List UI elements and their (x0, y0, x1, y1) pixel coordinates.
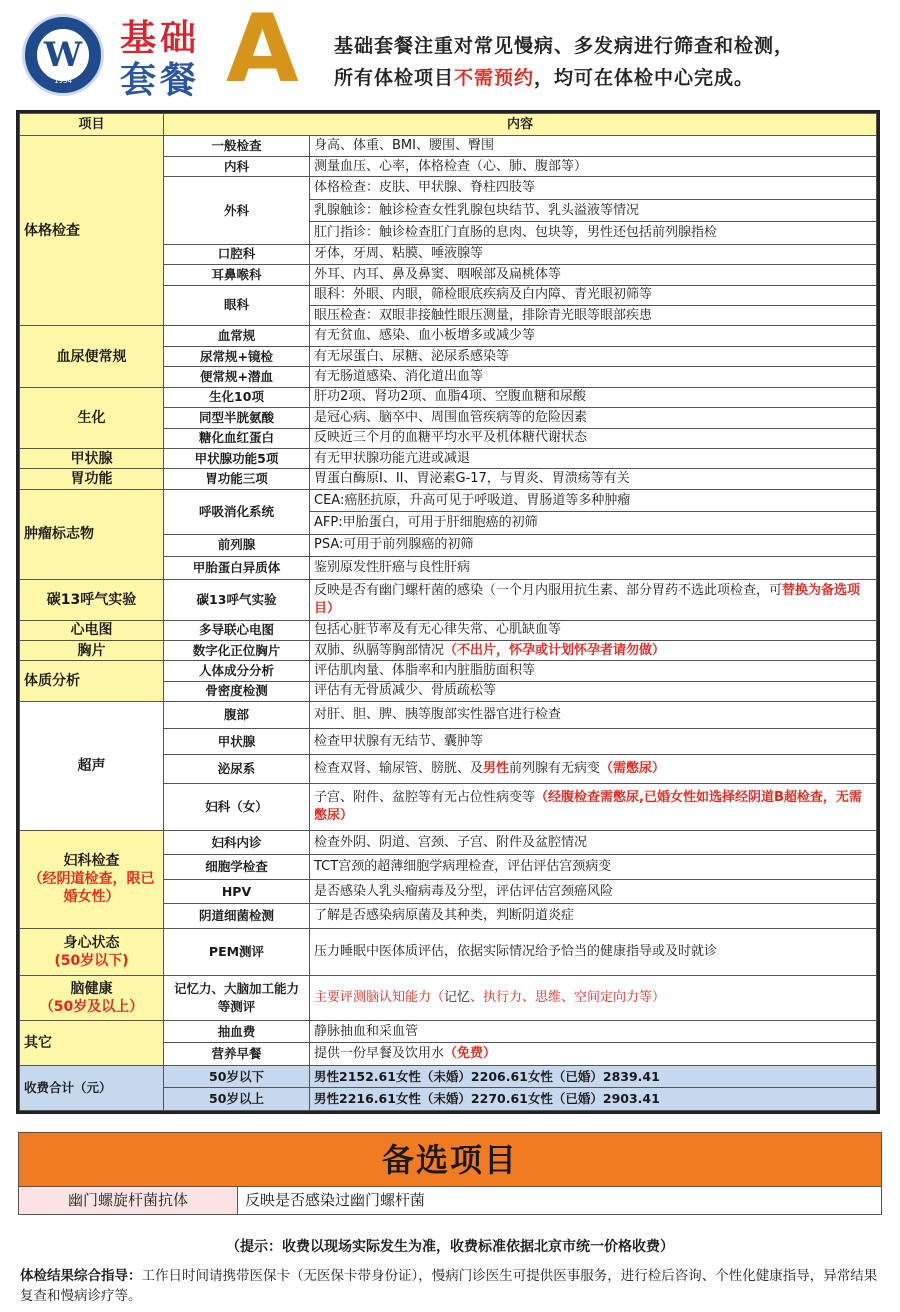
category-xiongpian: 胸片 (20, 640, 164, 660)
item-content: 包括心脏节率及有无心律失常、心肌缺血等 (310, 620, 877, 640)
alternative-title: 备选项目 (18, 1132, 882, 1187)
item-content: 牙体，牙周、粘膜、唾液腺等 (310, 244, 877, 264)
item-label: 营养早餐 (164, 1043, 310, 1065)
item-content: 有无甲状腺功能亢进或减退 (310, 448, 877, 468)
category-fuke (20, 830, 164, 928)
item-content: 眼科：外眼、内眼，筛检眼底疾病及白内障、青光眼初筛等 (310, 285, 877, 305)
item-label: 糖化血红蛋白 (164, 428, 310, 448)
package-table (19, 113, 877, 1111)
table-row (20, 136, 877, 156)
fee-age-label: 50岁以上 (164, 1088, 310, 1111)
col-header-item: 项目 (20, 114, 164, 136)
content-text: 记忆 (444, 989, 471, 1005)
content-text: 提供一份早餐及饮用水 (314, 1046, 445, 1062)
item-content: 反映近三个月的血糖平均水平及机体糖代谢状态 (310, 428, 877, 448)
item-label: 尿常规+镜检 (164, 346, 310, 366)
intro-line1: 基础套餐注重对常见慢病、多发病进行筛查和检测， (334, 35, 795, 57)
item-label: 骨密度检测 (164, 681, 310, 701)
package-table-wrapper (16, 110, 880, 1114)
item-label: 妇科内诊 (164, 830, 310, 855)
table-row (20, 928, 877, 975)
category-shenghua: 生化 (20, 387, 164, 448)
item-label: 胃功能三项 (164, 469, 310, 489)
item-content (310, 755, 877, 784)
item-label: 口腔科 (164, 244, 310, 264)
item-content: 评估肌肉量、体脂率和内脏脂肪面积等 (310, 661, 877, 681)
content-note-red: （需憋尿） (600, 761, 666, 777)
item-content: 有无肠道感染、消化道出血等 (310, 367, 877, 387)
item-content: 检查外阴、阴道、宫颈、子宫、附件及盆腔情况 (310, 830, 877, 855)
item-label: 生化10项 (164, 387, 310, 407)
item-label: 内科 (164, 156, 310, 176)
item-label: 血常规 (164, 326, 310, 346)
page-header (0, 0, 900, 108)
item-content (310, 975, 877, 1020)
content-note-red: （不出片，怀孕或计划怀孕者请勿做） (444, 642, 666, 658)
item-label: 妇科（女） (164, 783, 310, 830)
item-content: CEA:癌胚抗原，升高可见于呼吸道、胃肠道等多种肿瘤 (310, 489, 877, 511)
item-label: 前列腺 (164, 534, 310, 556)
item-content: 了解是否感染病原菌及其种类，判断阴道炎症 (310, 904, 877, 929)
category-shenxin (20, 928, 164, 975)
table-row (20, 702, 877, 729)
content-text: 反映是否有幽门螺杆菌的感染（一个月内服用抗生素、部分胃药不选此项检查，可 (314, 582, 783, 598)
item-label: 眼科 (164, 285, 310, 326)
item-content: 外耳、内耳、鼻及鼻窦、咽喉部及扁桃体等 (310, 265, 877, 285)
table-row (20, 640, 877, 660)
item-label: 甲状腺功能5项 (164, 448, 310, 468)
content-text: 双肺、纵膈等胸部情况 (314, 642, 445, 658)
table-row (20, 830, 877, 855)
intro-line2-pre: 所有体检项目 (334, 67, 455, 89)
item-content (310, 783, 877, 830)
category-zhongliu: 肿瘤标志物 (20, 489, 164, 579)
table-row (20, 448, 877, 468)
category-qita: 其它 (20, 1020, 164, 1065)
item-content: 对肝、胆、脾、胰等腹部实性器官进行检查 (310, 702, 877, 729)
item-content: 鉴别原发性肝癌与良性肝病 (310, 557, 877, 579)
item-content: 检查甲状腺有无结节、囊肿等 (310, 728, 877, 755)
item-label: 甲状腺 (164, 728, 310, 755)
category-xueniao: 血尿便常规 (20, 326, 164, 387)
item-label: 耳鼻喉科 (164, 265, 310, 285)
intro-line2-post: ，均可在体检中心完成。 (534, 67, 755, 89)
content-text-red: 主要评测脑认知能力（ (314, 989, 445, 1005)
category-naojiankang (20, 975, 164, 1020)
item-content: 评估有无骨质减少、骨质疏松等 (310, 681, 877, 701)
item-content: 乳腺触诊：触诊检查女性乳腺包块结节、乳头溢液等情况 (310, 199, 877, 221)
content-note-red: 替换为备选项目） (314, 582, 861, 616)
item-label: PEM测评 (164, 928, 310, 975)
item-content: PSA:可用于前列腺癌的初筛 (310, 534, 877, 556)
item-label: 同型半胱氨酸 (164, 408, 310, 428)
item-label: 阴道细菌检测 (164, 904, 310, 929)
item-label: 碳13呼气实验 (164, 579, 310, 620)
package-letter: A (226, 0, 299, 104)
table-row (20, 620, 877, 640)
item-content: 压力睡眠中医体质评估，依据实际情况给予恰当的健康指导或及时就诊 (310, 928, 877, 975)
item-content: TCT宫颈的超薄细胞学病理检查，评估评估宫颈病变 (310, 855, 877, 880)
content-text: 前列腺有无病变 (509, 761, 601, 777)
item-label: HPV (164, 879, 310, 904)
item-label: 外科 (164, 177, 310, 244)
item-content: 肝功2项、肾功2项、血脂4项、空腹血糖和尿酸 (310, 387, 877, 407)
fee-content: 男性2152.61女性（未婚）2206.61女性（已婚）2839.41 (310, 1065, 877, 1087)
item-label: 数字化正位胸片 (164, 640, 310, 660)
alternative-name: 幽门螺旋杆菌抗体 (19, 1187, 238, 1214)
content-male-red: 男性 (483, 761, 510, 777)
item-content (310, 579, 877, 620)
table-row (20, 469, 877, 489)
category-jiazhuangxian: 甲状腺 (20, 448, 164, 468)
item-label: 便常规+潜血 (164, 367, 310, 387)
brand-line2: 套餐 (120, 60, 201, 101)
category-tizhi: 体质分析 (20, 661, 164, 702)
item-label: 泌尿系 (164, 755, 310, 784)
table-header-row (20, 114, 877, 136)
category-chaosheng: 超声 (20, 702, 164, 831)
category-shenxin-label: 身心状态 (63, 934, 120, 951)
intro-text (334, 30, 894, 94)
fee-age-label: 50岁以下 (164, 1065, 310, 1087)
item-content: 是否感染人乳头瘤病毒及分型，评估评估宫颈癌风险 (310, 879, 877, 904)
logo-year: 1954 (54, 77, 72, 85)
table-row (20, 387, 877, 407)
table-row (20, 975, 877, 1020)
item-label: 呼吸消化系统 (164, 489, 310, 534)
table-row (20, 579, 877, 620)
table-row (20, 1020, 877, 1042)
item-content (310, 1043, 877, 1065)
fee-tip: （提示：收费以现场实际发生为准，收费标准依据北京市统一价格收费） (226, 1239, 674, 1255)
fee-content: 男性2216.61女性（未婚）2270.61女性（已婚）2903.41 (310, 1088, 877, 1111)
category-fuke-note: （经阴道检查，限已婚女性） (28, 871, 155, 906)
guidance-label: 体检结果综合指导： (20, 1268, 142, 1284)
category-naojiankang-label: 脑健康 (70, 980, 113, 997)
category-fee: 收费合计（元） (20, 1065, 164, 1110)
category-fuke-label: 妇科检查 (63, 853, 120, 870)
item-label: 抽血费 (164, 1020, 310, 1042)
item-label: 细胞学检查 (164, 855, 310, 880)
item-content (310, 640, 877, 660)
alternative-row (18, 1187, 882, 1215)
item-label: 腹部 (164, 702, 310, 729)
alternative-desc: 反映是否感染过幽门螺杆菌 (245, 1191, 426, 1209)
item-content: 静脉抽血和采血管 (310, 1020, 877, 1042)
university-logo (22, 14, 104, 96)
item-label: 甲胎蛋白异质体 (164, 557, 310, 579)
guidance-text: 工作日时间请携带医保卡（无医保卡带身份证），慢病门诊医生可提供医事服务，进行检后咨询、个性化健康指导，异常结果复查和慢病诊疗等。 (20, 1268, 878, 1304)
category-weigongneng: 胃功能 (20, 469, 164, 489)
item-content: 肛门指诊：触诊检查肛门直肠的息肉、包块等，男性还包括前列腺指检 (310, 222, 877, 244)
item-content: 胃蛋白酶原I、II、胃泌素G-17，与胃炎、胃溃疡等有关 (310, 469, 877, 489)
result-guidance (20, 1266, 884, 1306)
item-label: 记忆力、大脑加工能力等测评 (164, 975, 310, 1020)
item-label: 一般检查 (164, 136, 310, 156)
table-row (20, 326, 877, 346)
content-free-red: （免费） (444, 1046, 497, 1062)
item-content: 眼压检查：双眼非接触性眼压测量，排除青光眼等眼部疾患 (310, 305, 877, 325)
item-content: AFP:甲胎蛋白，可用于肝细胞癌的初筛 (310, 512, 877, 534)
item-content: 身高、体重、BMI、腰围、臀围 (310, 136, 877, 156)
content-text: 检查双肾、输尿管、膀胱、及 (314, 761, 484, 777)
category-shenxin-note: (50岁以下) (54, 952, 129, 969)
table-row (20, 489, 877, 511)
item-label: 人体成分分析 (164, 661, 310, 681)
category-tan13: 碳13呼气实验 (20, 579, 164, 620)
item-content: 有无贫血、感染、血小板增多或减少等 (310, 326, 877, 346)
item-label: 多导联心电图 (164, 620, 310, 640)
logo-w-icon: W (43, 35, 83, 75)
content-text-red: 、执行力、思维、空间定向力等） (470, 989, 666, 1005)
item-content: 是冠心病、脑卒中、周围血管疾病等的危险因素 (310, 408, 877, 428)
content-text: 子宫、附件、盆腔等有无占位性病变等 (314, 789, 536, 805)
intro-no-appointment: 不需预约 (454, 67, 535, 89)
item-content: 体格检查：皮肤、甲状腺、脊柱四肢等 (310, 177, 877, 199)
category-tige: 体格检查 (20, 136, 164, 326)
item-content: 有无尿蛋白、尿糖、泌尿系感染等 (310, 346, 877, 366)
col-header-content: 内容 (164, 114, 877, 136)
intro-line2 (334, 62, 894, 94)
category-naojiankang-note: （50岁及以上） (39, 998, 144, 1015)
table-row (20, 661, 877, 681)
table-row (20, 1065, 877, 1087)
logo-emblem (35, 27, 91, 83)
content-note-red: （经腹检查需憋尿,已婚女性如选择经阴道B超检查，无需憋尿） (314, 789, 862, 823)
brand-line1: 基础 (120, 18, 201, 59)
item-content: 测量血压、心率，体格检查（心、肺、腹部等） (310, 156, 877, 176)
category-xindiantu: 心电图 (20, 620, 164, 640)
